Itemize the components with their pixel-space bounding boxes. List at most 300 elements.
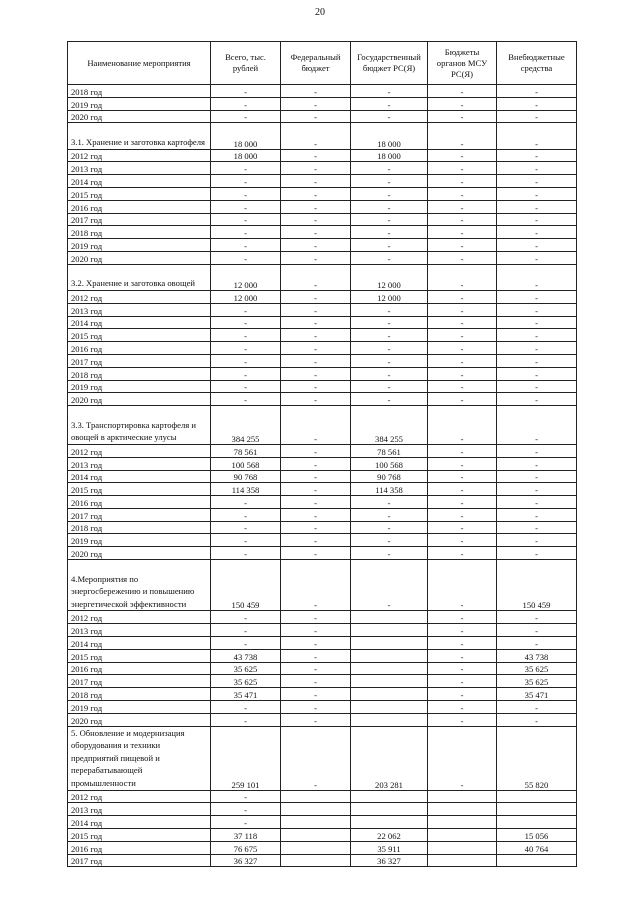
cell-name: 2016 год [68,662,211,675]
cell-total: 76 675 [211,841,281,854]
cell-extrabudgetary: - [497,508,577,521]
cell-federal: - [281,675,351,688]
cell-total: 78 561 [211,444,281,457]
table-row [68,854,577,867]
cell-msu: - [428,444,497,457]
cell-extrabudgetary: - [497,342,577,355]
cell-extrabudgetary: - [497,97,577,110]
cell-name: 2014 год [68,316,211,329]
cell-total: - [211,226,281,239]
cell-extrabudgetary: - [497,624,577,637]
cell-state: 12 000 [351,264,428,290]
cell-state: - [351,175,428,188]
cell-state: - [351,200,428,213]
cell-federal: - [281,649,351,662]
cell-total: - [211,637,281,650]
cell-extrabudgetary: - [497,701,577,714]
cell-total: - [211,97,281,110]
cell-name: 2012 год [68,790,211,803]
cell-extrabudgetary: - [497,110,577,123]
cell-name: 2017 год [68,508,211,521]
cell-federal: - [281,213,351,226]
cell-name: 2014 год [68,816,211,829]
cell-federal: - [281,726,351,790]
cell-name: 2015 год [68,829,211,842]
cell-extrabudgetary: - [497,200,577,213]
table-body [68,85,577,867]
cell-total: 384 255 [211,406,281,445]
cell-federal: - [281,624,351,637]
table-row [68,675,577,688]
cell-total: 90 768 [211,470,281,483]
cell-federal: - [281,264,351,290]
cell-name: 3.2. Хранение и заготовка овощей [68,264,211,290]
cell-name: 5. Обновление и модернизация оборудования и техники предприятий пищевой и перерабатывающей промышленности [68,726,211,790]
cell-state [351,688,428,701]
cell-total: 35 625 [211,662,281,675]
cell-msu: - [428,457,497,470]
cell-federal [281,841,351,854]
cell-name: 2015 год [68,483,211,496]
cell-state: 114 358 [351,483,428,496]
table-row [68,123,577,149]
cell-extrabudgetary [497,854,577,867]
cell-name: 2018 год [68,521,211,534]
cell-name: 2016 год [68,841,211,854]
cell-msu: - [428,97,497,110]
cell-federal: - [281,611,351,624]
cell-total: - [211,701,281,714]
cell-total: 12 000 [211,290,281,303]
cell-state: 36 327 [351,854,428,867]
table-row [68,97,577,110]
cell-msu: - [428,406,497,445]
table-row [68,226,577,239]
cell-name: 2018 год [68,688,211,701]
cell-state: - [351,393,428,406]
table-row [68,662,577,675]
cell-msu [428,790,497,803]
cell-name: 3.3. Транспортировка картофеля и овощей в арктические улусы [68,406,211,445]
cell-total: - [211,342,281,355]
cell-federal: - [281,380,351,393]
cell-msu: - [428,649,497,662]
cell-extrabudgetary: - [497,239,577,252]
cell-state: 203 281 [351,726,428,790]
cell-state: - [351,213,428,226]
cell-msu: - [428,508,497,521]
cell-name: 2018 год [68,226,211,239]
cell-state: 22 062 [351,829,428,842]
header-msu: Бюджеты органов МСУ РС(Я) [428,42,497,85]
cell-msu: - [428,611,497,624]
cell-state: 384 255 [351,406,428,445]
cell-federal: - [281,547,351,560]
cell-total: - [211,213,281,226]
cell-federal: - [281,123,351,149]
cell-name: 2012 год [68,149,211,162]
cell-state: - [351,342,428,355]
cell-federal: - [281,406,351,445]
cell-total: - [211,329,281,342]
cell-extrabudgetary: - [497,329,577,342]
cell-msu [428,841,497,854]
table-row [68,444,577,457]
cell-extrabudgetary: - [497,162,577,175]
cell-extrabudgetary: - [497,290,577,303]
cell-msu: - [428,534,497,547]
cell-extrabudgetary: - [497,187,577,200]
table-row [68,251,577,264]
cell-total: 100 568 [211,457,281,470]
cell-extrabudgetary: - [497,470,577,483]
cell-federal: - [281,354,351,367]
cell-total: - [211,316,281,329]
cell-name: 2016 год [68,342,211,355]
cell-msu: - [428,303,497,316]
table-row [68,367,577,380]
cell-msu: - [428,329,497,342]
cell-federal: - [281,290,351,303]
cell-name: 2012 год [68,444,211,457]
cell-extrabudgetary: - [497,547,577,560]
cell-federal: - [281,149,351,162]
cell-msu: - [428,354,497,367]
cell-state: 90 768 [351,470,428,483]
cell-state: - [351,521,428,534]
cell-msu: - [428,123,497,149]
cell-federal: - [281,110,351,123]
table-row [68,816,577,829]
table-row [68,290,577,303]
cell-name: 2015 год [68,649,211,662]
cell-state [351,701,428,714]
cell-total: - [211,816,281,829]
cell-federal: - [281,175,351,188]
cell-msu [428,803,497,816]
cell-total: - [211,162,281,175]
table-row [68,149,577,162]
cell-federal: - [281,342,351,355]
cell-state: - [351,85,428,98]
cell-total: - [211,393,281,406]
cell-federal [281,790,351,803]
cell-total: 18 000 [211,123,281,149]
cell-state: 12 000 [351,290,428,303]
cell-name: 2013 год [68,162,211,175]
cell-extrabudgetary: 35 625 [497,662,577,675]
cell-extrabudgetary: 43 738 [497,649,577,662]
cell-name: 2017 год [68,213,211,226]
cell-total: - [211,713,281,726]
cell-msu: - [428,110,497,123]
cell-extrabudgetary: 35 625 [497,675,577,688]
cell-name: 2013 год [68,803,211,816]
cell-state: - [351,547,428,560]
cell-state: - [351,316,428,329]
cell-state: - [351,162,428,175]
cell-federal: - [281,187,351,200]
cell-federal: - [281,162,351,175]
cell-state [351,649,428,662]
cell-state: - [351,251,428,264]
cell-msu: - [428,560,497,611]
cell-extrabudgetary: - [497,406,577,445]
cell-extrabudgetary: - [497,175,577,188]
cell-name: 2014 год [68,175,211,188]
cell-extrabudgetary: - [497,637,577,650]
cell-total: 114 358 [211,483,281,496]
cell-federal: - [281,701,351,714]
cell-name: 2020 год [68,393,211,406]
table-row [68,547,577,560]
cell-extrabudgetary: - [497,611,577,624]
table-row [68,611,577,624]
cell-extrabudgetary: - [497,444,577,457]
header-state: Государственный бюджет РС(Я) [351,42,428,85]
cell-name: 2015 год [68,329,211,342]
table-row [68,303,577,316]
table-row [68,342,577,355]
cell-state: 18 000 [351,149,428,162]
cell-name: 2019 год [68,380,211,393]
table-row [68,534,577,547]
cell-state: - [351,226,428,239]
cell-name: 2015 год [68,187,211,200]
cell-state [351,637,428,650]
cell-total: - [211,611,281,624]
cell-msu: - [428,688,497,701]
cell-federal: - [281,637,351,650]
cell-name: 2012 год [68,611,211,624]
cell-federal [281,803,351,816]
cell-total: 35 471 [211,688,281,701]
cell-total: 43 738 [211,649,281,662]
cell-federal: - [281,662,351,675]
cell-federal: - [281,560,351,611]
cell-extrabudgetary: 40 764 [497,841,577,854]
cell-name: 2020 год [68,713,211,726]
cell-msu: - [428,264,497,290]
table-row [68,187,577,200]
cell-name: 2013 год [68,457,211,470]
cell-total: - [211,85,281,98]
cell-msu: - [428,624,497,637]
cell-msu: - [428,662,497,675]
cell-state: 100 568 [351,457,428,470]
cell-extrabudgetary: - [497,316,577,329]
cell-name: 2012 год [68,290,211,303]
cell-name: 2014 год [68,637,211,650]
cell-name: 2014 год [68,470,211,483]
cell-total: - [211,239,281,252]
cell-name: 2016 год [68,200,211,213]
cell-state: - [351,496,428,509]
header-extrabudgetary: Внебюджетные средства [497,42,577,85]
cell-msu: - [428,726,497,790]
cell-state: - [351,239,428,252]
cell-total: - [211,187,281,200]
cell-state [351,803,428,816]
cell-extrabudgetary: - [497,393,577,406]
cell-total: - [211,251,281,264]
cell-msu: - [428,251,497,264]
cell-msu: - [428,483,497,496]
cell-total: 150 459 [211,560,281,611]
cell-name: 2017 год [68,675,211,688]
cell-state: - [351,329,428,342]
cell-federal: - [281,316,351,329]
cell-extrabudgetary: - [497,264,577,290]
cell-total: - [211,534,281,547]
cell-name: 2019 год [68,701,211,714]
cell-state: 78 561 [351,444,428,457]
cell-name: 2018 год [68,85,211,98]
cell-extrabudgetary: - [497,380,577,393]
cell-total: - [211,367,281,380]
cell-federal: - [281,457,351,470]
cell-extrabudgetary: - [497,85,577,98]
cell-state: - [351,508,428,521]
table-row [68,829,577,842]
cell-name: 2019 год [68,239,211,252]
cell-state [351,662,428,675]
cell-state: - [351,367,428,380]
table-row [68,470,577,483]
cell-extrabudgetary: - [497,303,577,316]
cell-name: 2020 год [68,547,211,560]
cell-extrabudgetary: - [497,354,577,367]
cell-federal: - [281,251,351,264]
cell-msu: - [428,367,497,380]
cell-name: 2017 год [68,354,211,367]
table-row [68,316,577,329]
cell-total: 12 000 [211,264,281,290]
cell-msu: - [428,316,497,329]
cell-msu: - [428,496,497,509]
cell-total: 37 118 [211,829,281,842]
cell-extrabudgetary: - [497,713,577,726]
cell-msu: - [428,637,497,650]
table-row [68,790,577,803]
cell-extrabudgetary [497,803,577,816]
cell-total: - [211,303,281,316]
cell-total: - [211,547,281,560]
table-row [68,624,577,637]
cell-msu [428,816,497,829]
table-row [68,200,577,213]
table-row [68,688,577,701]
table-row [68,457,577,470]
cell-msu: - [428,200,497,213]
cell-msu: - [428,162,497,175]
table-row [68,380,577,393]
cell-state [351,713,428,726]
cell-msu: - [428,393,497,406]
cell-msu: - [428,547,497,560]
table-row [68,521,577,534]
table-row [68,110,577,123]
table-row [68,701,577,714]
cell-name: 2017 год [68,854,211,867]
cell-name: 2013 год [68,303,211,316]
cell-state [351,816,428,829]
cell-total: - [211,175,281,188]
cell-extrabudgetary [497,790,577,803]
cell-state: - [351,187,428,200]
cell-total: - [211,508,281,521]
cell-msu: - [428,342,497,355]
cell-total: 259 101 [211,726,281,790]
cell-extrabudgetary: - [497,123,577,149]
table-row [68,483,577,496]
cell-state: - [351,97,428,110]
cell-total: - [211,110,281,123]
table-row [68,508,577,521]
cell-msu: - [428,175,497,188]
cell-extrabudgetary: - [497,149,577,162]
table-row [68,496,577,509]
cell-federal [281,854,351,867]
cell-extrabudgetary: 55 820 [497,726,577,790]
cell-msu: - [428,290,497,303]
cell-extrabudgetary: - [497,496,577,509]
cell-federal: - [281,200,351,213]
cell-name: 2018 год [68,367,211,380]
cell-state: - [351,303,428,316]
cell-federal: - [281,483,351,496]
cell-federal [281,829,351,842]
cell-name: 2016 год [68,496,211,509]
cell-federal: - [281,85,351,98]
cell-federal: - [281,713,351,726]
cell-state: - [351,380,428,393]
cell-msu [428,854,497,867]
table-row [68,264,577,290]
cell-msu: - [428,149,497,162]
cell-federal: - [281,521,351,534]
cell-total: - [211,803,281,816]
cell-extrabudgetary: - [497,534,577,547]
table-row [68,162,577,175]
cell-name: 3.1. Хранение и заготовка картофеля [68,123,211,149]
cell-msu [428,829,497,842]
cell-extrabudgetary: - [497,226,577,239]
cell-total: - [211,200,281,213]
cell-msu: - [428,713,497,726]
cell-state [351,624,428,637]
cell-federal: - [281,303,351,316]
cell-msu: - [428,226,497,239]
table-row [68,649,577,662]
cell-msu: - [428,675,497,688]
cell-msu: - [428,470,497,483]
cell-state [351,790,428,803]
cell-federal: - [281,97,351,110]
cell-extrabudgetary: 150 459 [497,560,577,611]
cell-state: 18 000 [351,123,428,149]
page-number: 20 [315,7,325,18]
cell-federal: - [281,239,351,252]
header-federal: Федеральный бюджет [281,42,351,85]
cell-total: 35 625 [211,675,281,688]
cell-name: 4.Мероприятия по энергосбережению и повышению энергетической эффективности [68,560,211,611]
cell-federal: - [281,688,351,701]
cell-msu: - [428,85,497,98]
cell-federal: - [281,496,351,509]
cell-federal: - [281,393,351,406]
cell-name: 2019 год [68,534,211,547]
